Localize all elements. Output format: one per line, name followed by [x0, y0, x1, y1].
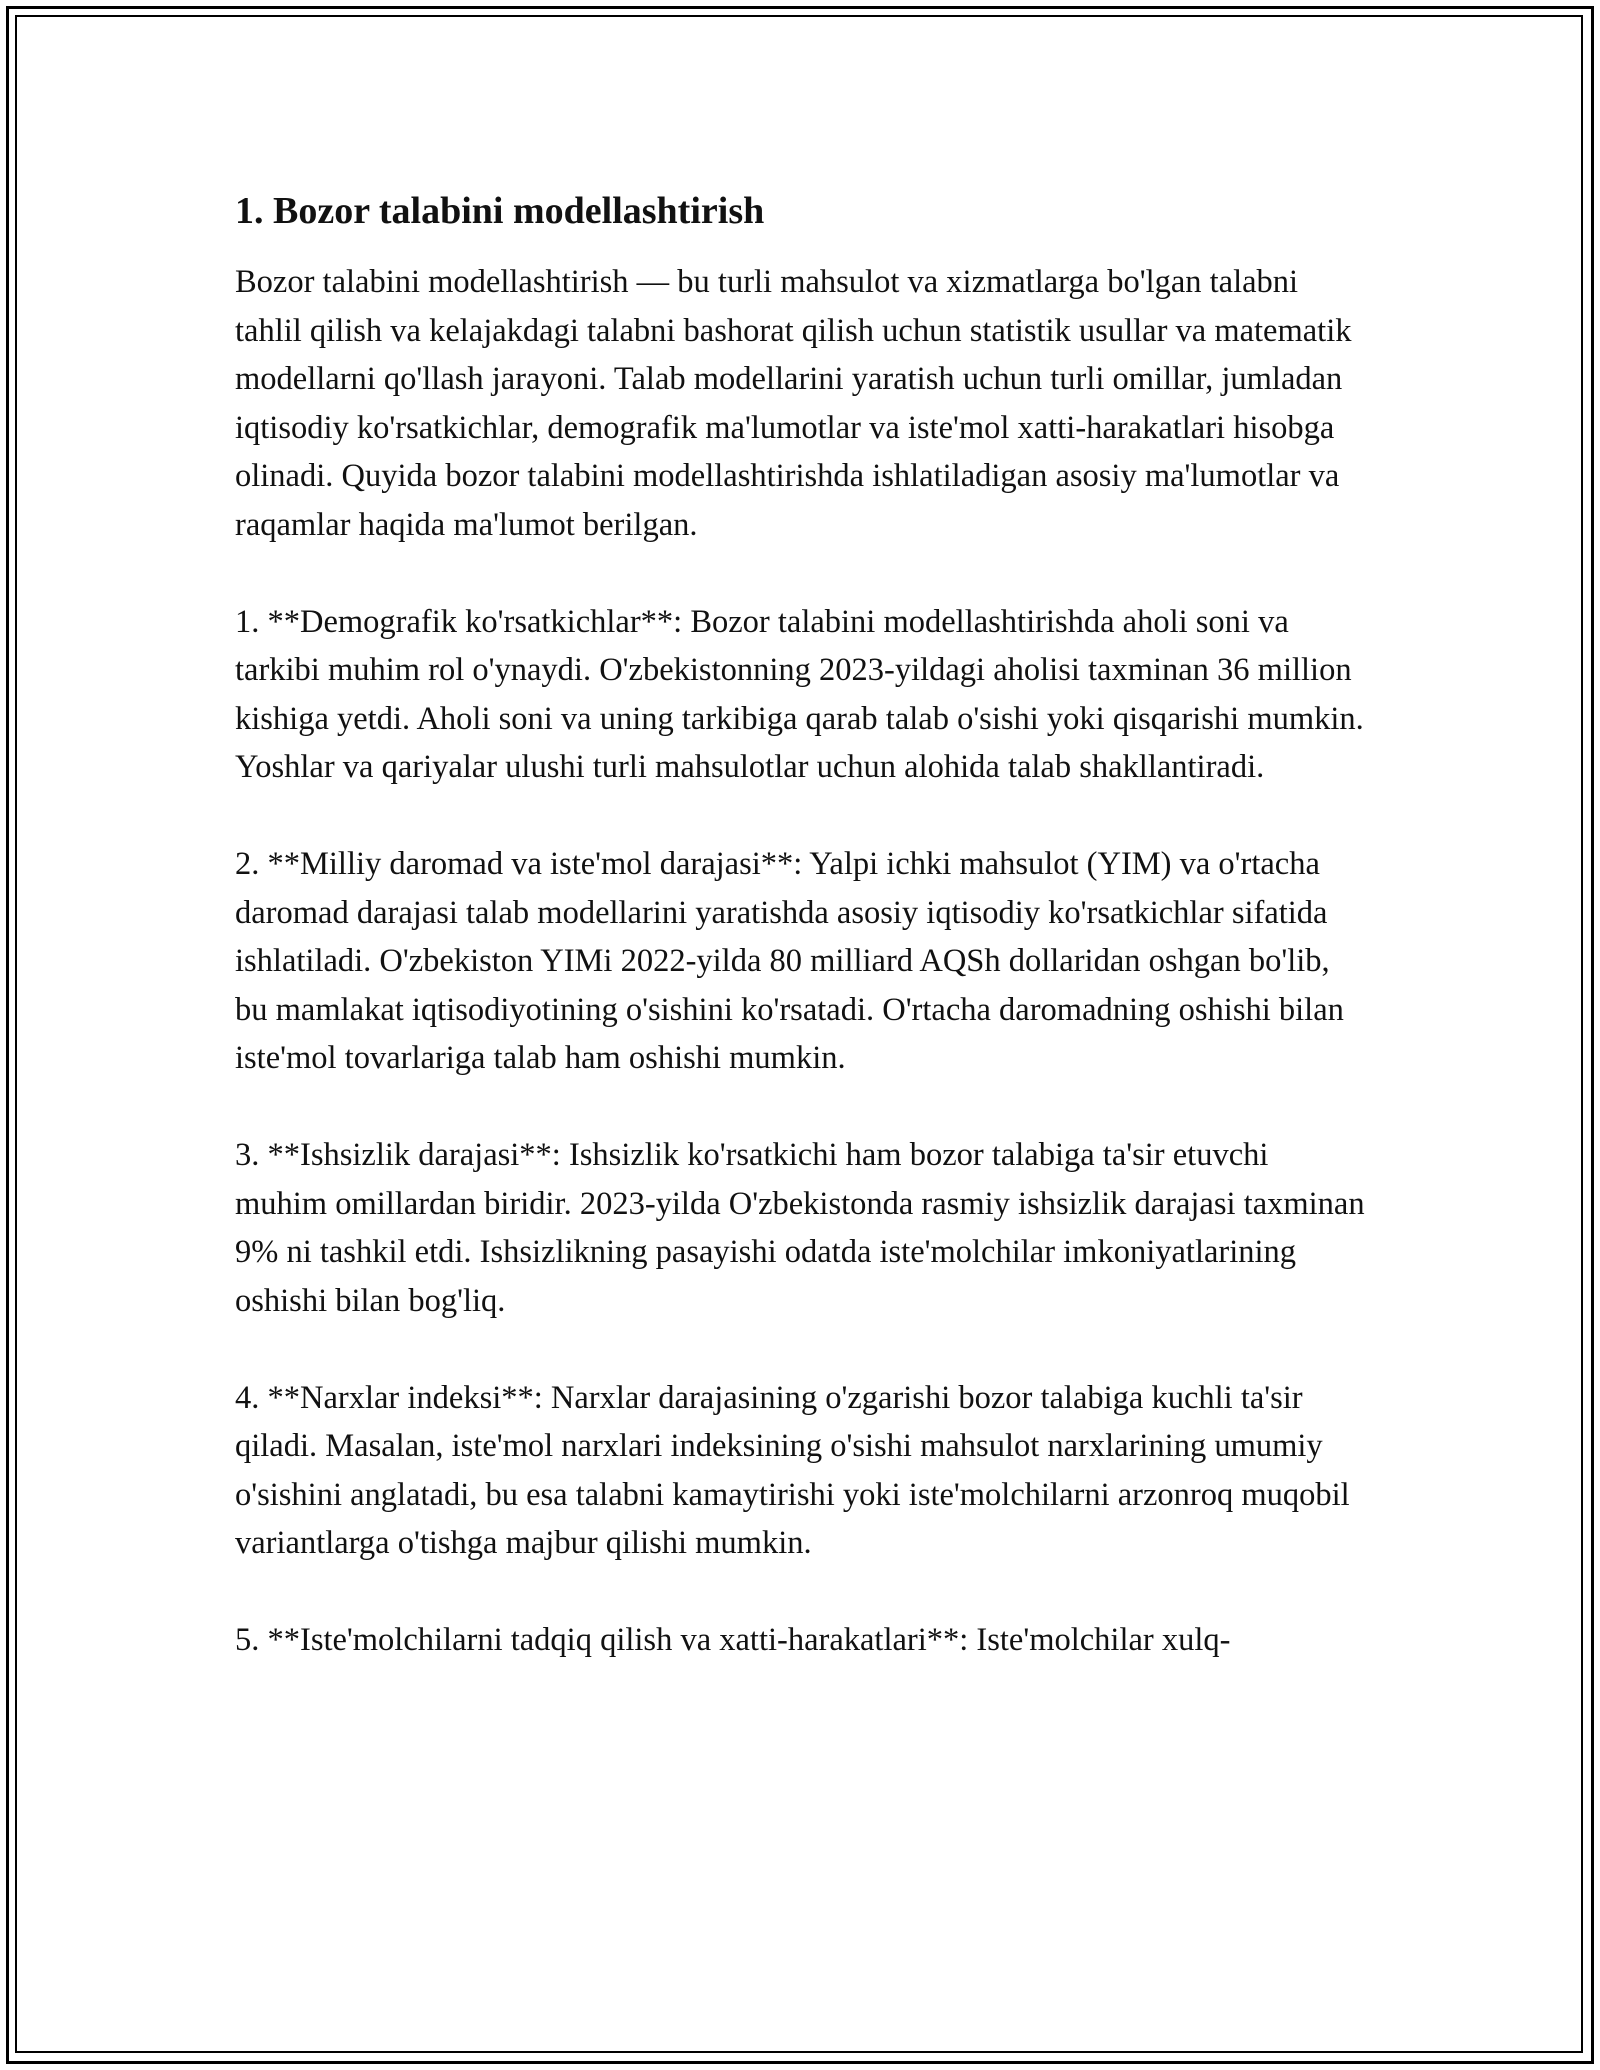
list-item-consumer-research: 5. **Iste'molchilarni tadqiq qilish va xatti-harakatlari**: Iste'molchilar xulq- [235, 1622, 1231, 1658]
document-body [235, 186, 1365, 1665]
list-item-unemployment: 3. **Ishsizlik darajasi**: Ishsizlik ko'rsatkichi ham bozor talabiga ta'sir etuvchi muhim omillardan biridir. 2023-yilda O'zbekistonda rasmiy ishsizlik darajasi taxminan 9% ni tashkil etdi. Ishsizlikning pasayishi odatda iste'molchilar imkoniyatlarining oshishi bilan bog'liq. [235, 1137, 1365, 1319]
section-heading: 1. Bozor talabini modellashtirish [235, 190, 765, 232]
intro-paragraph: Bozor talabini modellashtirish — bu turli mahsulot va xizmatlarga bo'lgan talabni tahlil qilish va kelajakdagi talabni bashorat qilish uchun statistik usullar va matematik modellarni qo'llash jarayoni. Talab modellarini yaratish uchun turli omillar, jumladan iqtisodiy ko'rsatkichlar, demografik ma'lumotlar va iste'mol xatti-harakatlari hisobga olinadi. Quyida bozor talabini modellashtirishda ishlatiladigan asosiy ma'lumotlar va raqamlar haqida ma'lumot berilgan. [235, 264, 1352, 543]
list-item-national-income: 2. **Milliy daromad va iste'mol darajasi**: Yalpi ichki mahsulot (YIM) va o'rtacha daromad darajasi talab modellarini yaratishda asosiy iqtisodiy ko'rsatkichlar sifatida ishlatiladi. O'zbekiston YIMi 2022-yilda 80 milliard AQSh dollaridan oshgan bo'lib, bu mamlakat iqtisodiyotining o'sishini ko'rsatadi. O'rtacha daromadning oshishi bilan iste'mol tovarlariga talab ham oshishi mumkin. [235, 846, 1344, 1076]
list-item-demographics: 1. **Demografik ko'rsatkichlar**: Bozor talabini modellashtirishda aholi soni va tarkibi muhim rol o'ynaydi. O'zbekistonning 2023-yildagi aholisi taxminan 36 million kishiga yetdi. Aholi soni va uning tarkibiga qarab talab o'sishi yoki qisqarishi mumkin. Yoshlar va qariyalar ulushi turli mahsulotlar uchun alohida talab shakllantiradi. [235, 603, 1364, 785]
list-item-price-index: 4. **Narxlar indeksi**: Narxlar darajasining o'zgarishi bozor talabiga kuchli ta'sir qiladi. Masalan, iste'mol narxlari indeksining o'sishi mahsulot narxlarining umumiy o'sishini anglatadi, bu esa talabni kamaytirishi yoki iste'molchilarni arzonroq muqobil variantlarga o'tishga majbur qilishi mumkin. [235, 1379, 1350, 1561]
